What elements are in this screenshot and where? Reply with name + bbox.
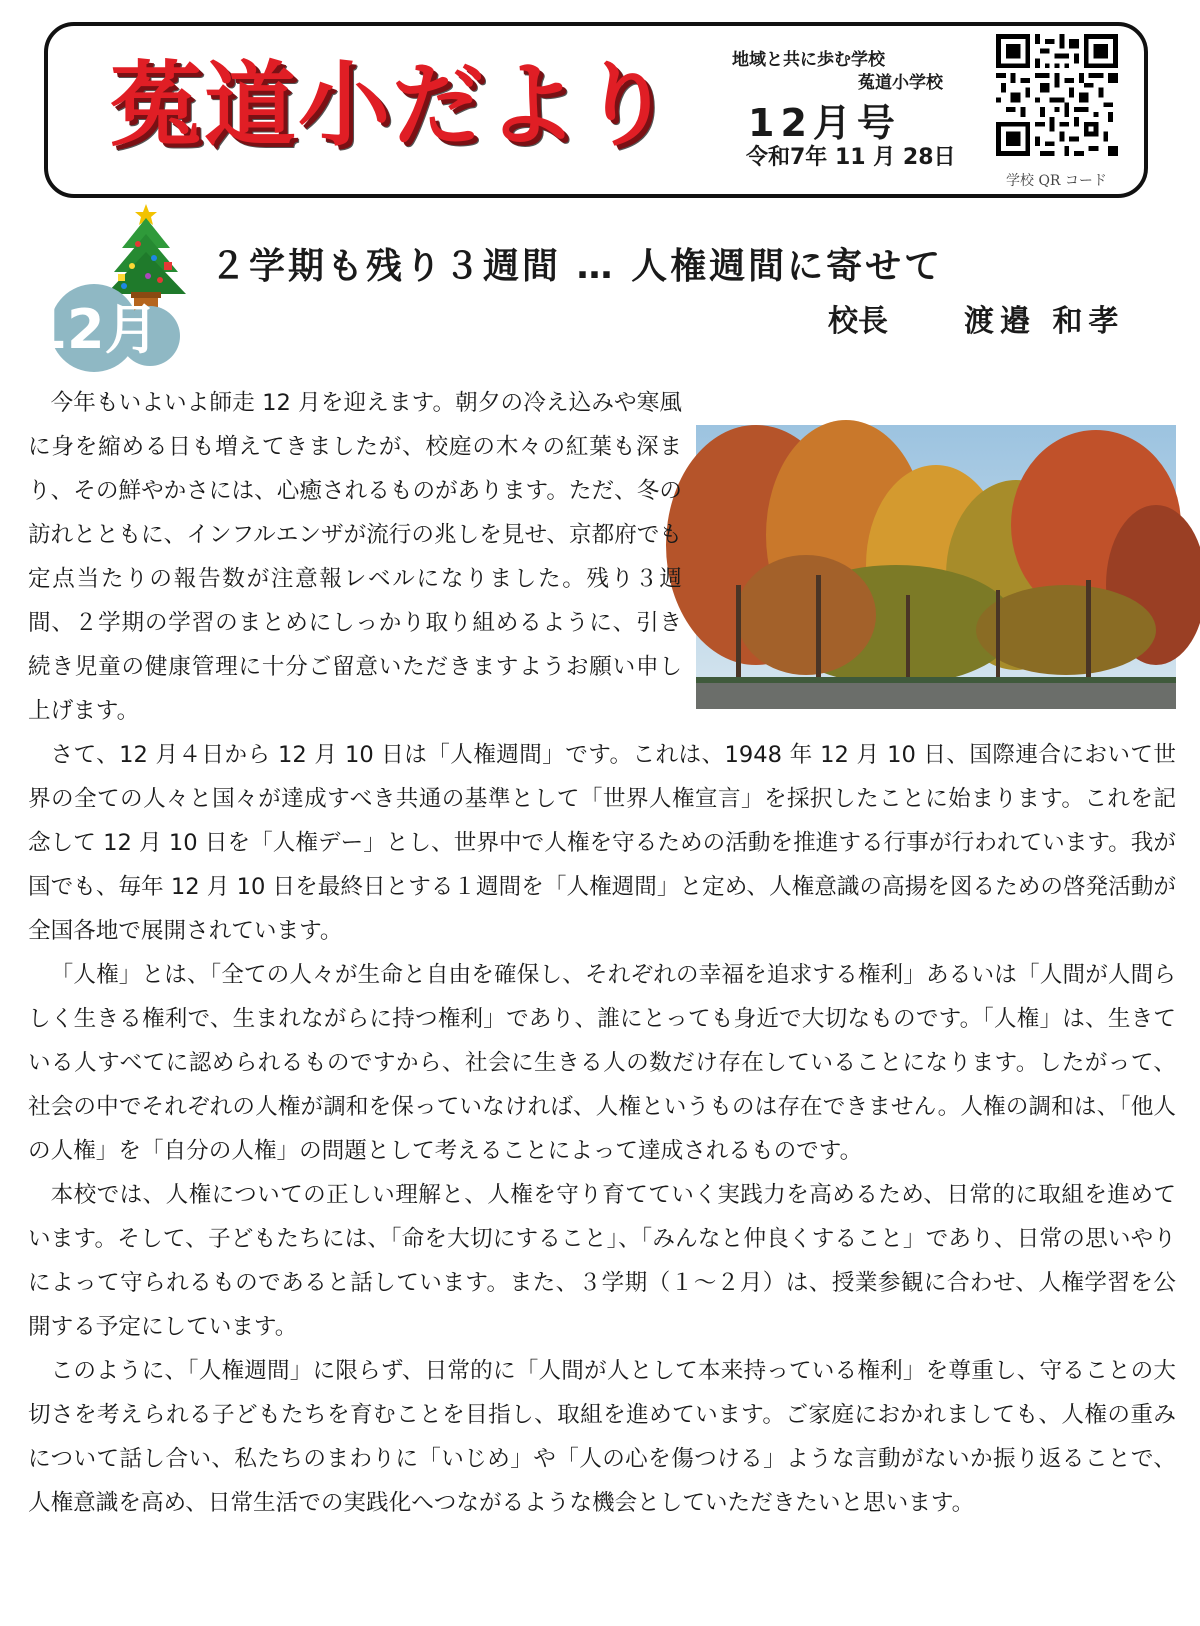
paragraph-4: 本校では、人権についての正しい理解と、人権を守り育てていく実践力を高めるため、日常的に取組を進めています。そして、子どもたちには、「命を大切にすること」、「みんなと仲良くすること」であり、日常の思いやりによって守られるものであると話しています。また、３学期（１～２月）は、授業参観に合わせ、人権学習を公開する予定にしています。 — [28, 1182, 1176, 1340]
masthead-box — [44, 22, 1148, 198]
paragraph-1: 今年もいよいよ師走 12 月を迎えます。朝夕の冷え込みや寒風に身を縮める日も増えてきましたが、校庭の木々の紅葉も深まり、その鮮やかさには、心癒されるものがあります。ただ、冬の訪れとともに、インフルエンザが流行の兆しを見せ、京都府でも定点当たりの報告数が注意報レベルになりました。残り３週間、２学期の学習のまとめにしっかり取り組めるように、引き続き児童の健康管理に十分ご留意いただきますようお願い申し上げます。 — [28, 390, 682, 724]
article-body — [28, 381, 1176, 1525]
author-role: 校長 — [828, 304, 888, 339]
autumn-trees-photo — [696, 425, 1176, 709]
paragraph-3: 「人権」とは、「全ての人々が生命と自由を確保し、それぞれの幸福を追求する権利」あるいは「人間が人間らしく生きる権利で、生まれながらに持つ権利」であり、誰にとっても身近で大切なものです。「人権」は、生きている人すべてに認められるものですから、社会に生きる人の数だけ存在していることになります。したがって、社会の中でそれぞれの人権が調和を保っていなければ、人権というものは存在できません。人権の調和は、「他人の人権」を「自分の人権」の問題として考えることによって達成されるものです。 — [28, 962, 1176, 1164]
month-badge — [29, 282, 182, 374]
issue-date: 令和7年 11 月 28日 — [746, 145, 956, 170]
qr-code-icon[interactable] — [996, 34, 1118, 156]
paragraph-5: このように、「人権週間」に限らず、日常的に「人間が人として本来持っている権利」を尊重し、守ることの大切さを考えられる子どもたちを育むことを目指し、取組を進めています。ご家庭におかれましても、人権の重みについて話し合い、私たちのまわりに「いじめ」や「人の心を傷つける」ような言動がないか振り返ることで、人権意識を高め、日常生活での実践化へつながるような機会としていただきたいと思います。 — [28, 1358, 1176, 1516]
month-badge-text: 12月 — [29, 298, 159, 361]
article-title: ２学期も残り３週間 … 人権週間に寄せて — [210, 246, 944, 287]
qr-caption: 学校 QR コード — [1006, 173, 1107, 189]
paragraph-2: さて、12 月４日から 12 月 10 日は「人権週間」です。これは、1948 年 12 月 10 日、国際連合において世界の全ての人々と国々が達成すべき共通の基準として「世界人権宣言」を採択したことに始まります。これを記念して 12 月 10 日を「人権デー」とし、世界中で人権を守るための活動を推進する行事が行われています。我が国でも、毎年 12 月 10 日を最終日とする１週間を「人権週間」と定め、人権意識の高揚を図るための啓発活動が全国各地で展開されています。 — [28, 742, 1176, 944]
school-name: 菟道小学校 — [858, 73, 943, 93]
author-name: 渡邉 和孝 — [964, 304, 1125, 339]
issue-label: 12月号 — [748, 101, 901, 145]
newsletter-title: 菟道小だより — [110, 52, 675, 159]
school-tagline: 地域と共に歩む学校 — [732, 50, 885, 70]
